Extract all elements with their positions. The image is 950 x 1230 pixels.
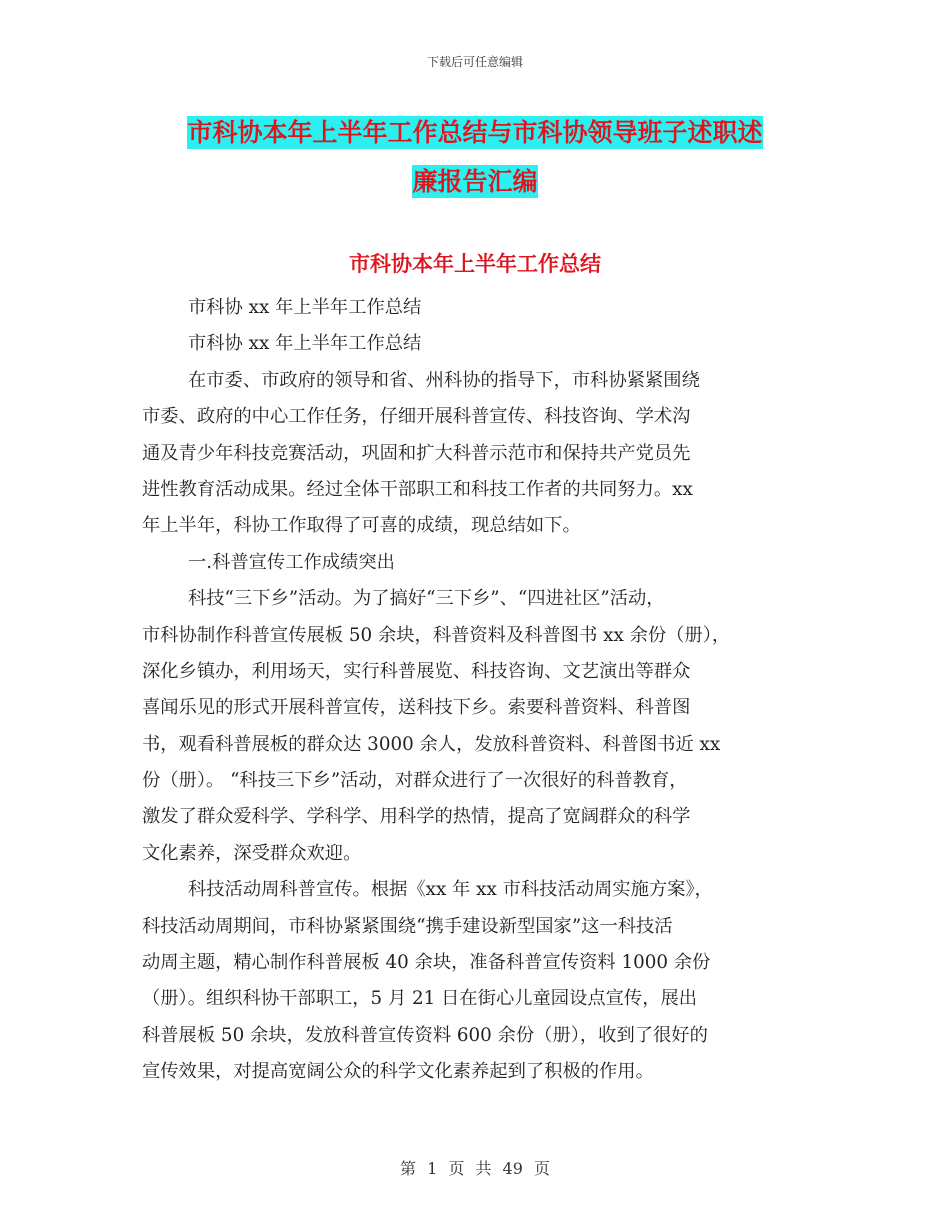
text-line: 一.科普宣传工作成绩突出 <box>188 551 395 573</box>
text-line: 市委、政府的中心工作任务，仔细开展科普宣传、科技咨询、学术沟 <box>142 406 691 428</box>
text-line: 市科协 xx 年上半年工作总结 <box>188 333 422 355</box>
text-line: 科技活动周期间，市科协紧紧围绕“携手建设新型国家”这一科技活 <box>142 915 673 937</box>
text-line: 通及青少年科技竞赛活动，巩固和扩大科普示范市和保持共产党员先 <box>142 442 691 464</box>
text-line: 市科协制作科普宣传展板 50 余块，科普资料及科普图书 xx 余份（册）， <box>142 624 731 646</box>
text-line: 喜闻乐见的形式开展科普宣传，送科技下乡。索要科普资料、科普图 <box>142 697 691 719</box>
header-note: 下载后可任意编辑 <box>426 55 523 69</box>
text-line: 动周主题，精心制作科普展板 40 余块，准备科普宣传资料 1000 余份 <box>142 952 711 974</box>
text-line: 在市委、市政府的领导和省、州科协的指导下，市科协紧紧围绕 <box>188 369 700 391</box>
text-line: 年上半年，科协工作取得了可喜的成绩，现总结如下。 <box>142 515 581 537</box>
text-line: 文化素养，深受群众欢迎。 <box>142 842 362 864</box>
page-footer: 第 1 页 共 49 页 <box>400 1159 550 1178</box>
text-line: 书，观看科普展板的群众达 3000 余人，发放科普资料、科普图书近 xx <box>142 733 721 755</box>
document-title <box>120 108 830 206</box>
text-line: 市科协 xx 年上半年工作总结 <box>188 297 422 318</box>
text-line: 激发了群众爱科学、学科学、用科学的热情，提高了宽阔群众的科学 <box>142 806 691 828</box>
text-line: 科普展板 50 余块，发放科普宣传资料 600 余份（册），收到了很好的 <box>142 1024 708 1046</box>
text-line: 科技“三下乡”活动。为了搞好“三下乡”、“四进社区”活动， <box>188 588 665 610</box>
text-line: 科技活动周科普宣传。根据《xx 年 xx 市科技活动周实施方案》， <box>188 879 713 901</box>
body-text <box>142 290 832 1091</box>
text-line: 深化乡镇办，利用场天，实行科普展览、科技咨询、文艺演出等群众 <box>142 660 691 682</box>
text-line: 份（册）。 “科技三下乡”活动，对群众进行了一次很好的科普教育， <box>142 770 688 792</box>
text-line: （册）。组织科协干部职工，5 月 21 日在街心儿童园设点宣传，展出 <box>142 988 698 1010</box>
text-line: 宣传效果，对提高宽阔公众的科学文化素养起到了积极的作用。 <box>142 1061 654 1083</box>
text-line: 进性教育活动成果。经过全体干部职工和科技工作者的共同努力。xx <box>142 478 693 500</box>
title-line-1: 市科协本年上半年工作总结与市科协领导班子述职述 <box>187 118 763 147</box>
title-line-2: 廉报告汇编 <box>412 167 538 196</box>
section-title: 市科协本年上半年工作总结 <box>349 252 601 276</box>
